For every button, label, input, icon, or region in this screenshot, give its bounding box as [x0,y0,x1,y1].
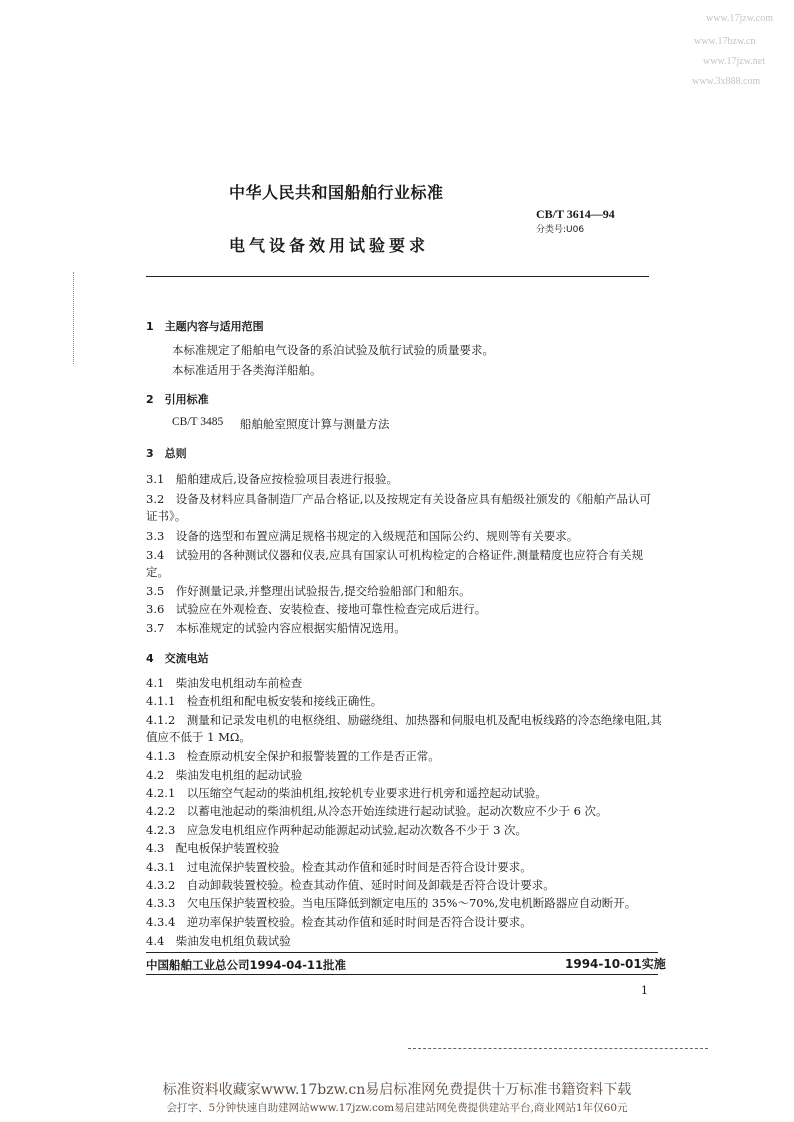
clause: 3.2 设备及材料应具备制造厂产品合格证,以及按规定有关设备应具有船级社颁发的《船舶产品认可 [146,492,651,506]
clause-continuation: 证书》。 [146,509,187,523]
clause: 3.5 作好测量记录,并整理出试验报告,提交给验船部门和船东。 [146,584,471,598]
section-heading: 4 交流电站 [146,652,209,665]
clause: 4.2.3 应急发电机组应作两种起动能源起动试验,起动次数各不少于 3 次。 [146,823,528,837]
watermark-url: www.17jzw.com [706,13,774,24]
cut-line [408,1048,708,1049]
document-title: 电气设备效用试验要求 [229,236,430,255]
header-rule [146,276,649,277]
clause: 3.7 本标准规定的试验内容应根据实船情况选用。 [146,621,406,635]
clause: 4.2.2 以蓄电池起动的柴油机组,从冷态开始连续进行起动试验。起动次数应不少于 6 次。 [146,804,608,818]
clause: 4.4 柴油发电机组负载试验 [146,934,291,948]
footer-rule [146,974,658,975]
clause: 4.3.4 逆功率保护装置校验。检查其动作值和延时时间是否符合设计要求。 [146,915,532,929]
watermark-url: www.17jzw.net [703,56,766,67]
implementation-date: 1994-10-01实施 [565,957,666,971]
reference-code: CB/T 3485 [172,416,224,428]
standard-org-title: 中华人民共和国船舶行业标准 [229,183,444,202]
clause-continuation: 值应不低于 1 MΩ。 [146,730,251,744]
binding-margin-dots [73,272,74,364]
clause-continuation: 定。 [146,565,169,579]
clause: 4.3 配电板保护装置校验 [146,841,280,855]
clause: 4.3.2 自动卸载装置校验。检查其动作值、延时时间及卸载是否符合设计要求。 [146,878,555,892]
clause: 4.1 柴油发电机组动车前检查 [146,676,303,690]
section-heading: 2 引用标准 [146,393,209,406]
watermark-url: www.17bzw.cn [694,36,756,47]
clause: 3.3 设备的选型和布置应满足规格书规定的入级规范和国际公约、规则等有关要求。 [146,529,579,543]
page-number: 1 [641,984,648,997]
clause: 4.1.3 检查原动机安全保护和报警装置的工作是否正常。 [146,749,440,763]
download-banner-link[interactable]: 标准资料收藏家www.17bzw.cn易启标准网免费提供十万标准书籍资料下载 [162,1082,632,1098]
watermark-url: www.3x888.com [692,76,761,87]
clause: 4.3.3 欠电压保护装置校验。当电压降低到额定电压的 35%～70%,发电机断路器应自动断开。 [146,896,637,910]
classification-number: 分类号:U06 [536,225,585,235]
clause: 3.4 试验用的各种测试仪器和仪表,应具有国家认可机构检定的合格证件,测量精度也应符合有关规 [146,548,644,562]
clause: 4.3.1 过电流保护装置校验。检查其动作值和延时时间是否符合设计要求。 [146,860,532,874]
section-heading: 3 总则 [146,447,187,460]
standard-code: CB/T 3614—94 [536,207,615,221]
clause: 4.1.1 检查机组和配电板安装和接线正确性。 [146,694,383,708]
clause: 4.2 柴油发电机组的起动试验 [146,768,303,782]
clause: 3.6 试验应在外观检查、安装检查、接地可靠性检查完成后进行。 [146,602,487,616]
paragraph: 本标准规定了船舶电气设备的系泊试验及航行试验的质量要求。 [172,343,494,357]
approval-line: 中国船舶工业总公司1994-04-11批准 [146,958,347,972]
clause: 4.1.2 测量和记录发电机的电枢绕组、励磁绕组、加热器和伺服电机及配电板线路的冷态绝缘电阻,其 [146,713,662,727]
promo-banner-link[interactable]: 会打字、5分钟快速自助建网站www.17jzw.com易启建站网免费提供建站平台,商业网站1年仅60元 [166,1102,628,1114]
footer-rule [146,952,658,953]
clause: 3.1 船舶建成后,设备应按检验项目表进行报验。 [146,472,398,486]
section-heading: 1 主题内容与适用范围 [146,320,264,333]
clause: 4.2.1 以压缩空气起动的柴油机组,按轮机专业要求进行机旁和遥控起动试验。 [146,786,547,800]
reference-title: 船舶舱室照度计算与测量方法 [240,417,390,431]
paragraph: 本标准适用于各类海洋船舶。 [172,363,322,377]
